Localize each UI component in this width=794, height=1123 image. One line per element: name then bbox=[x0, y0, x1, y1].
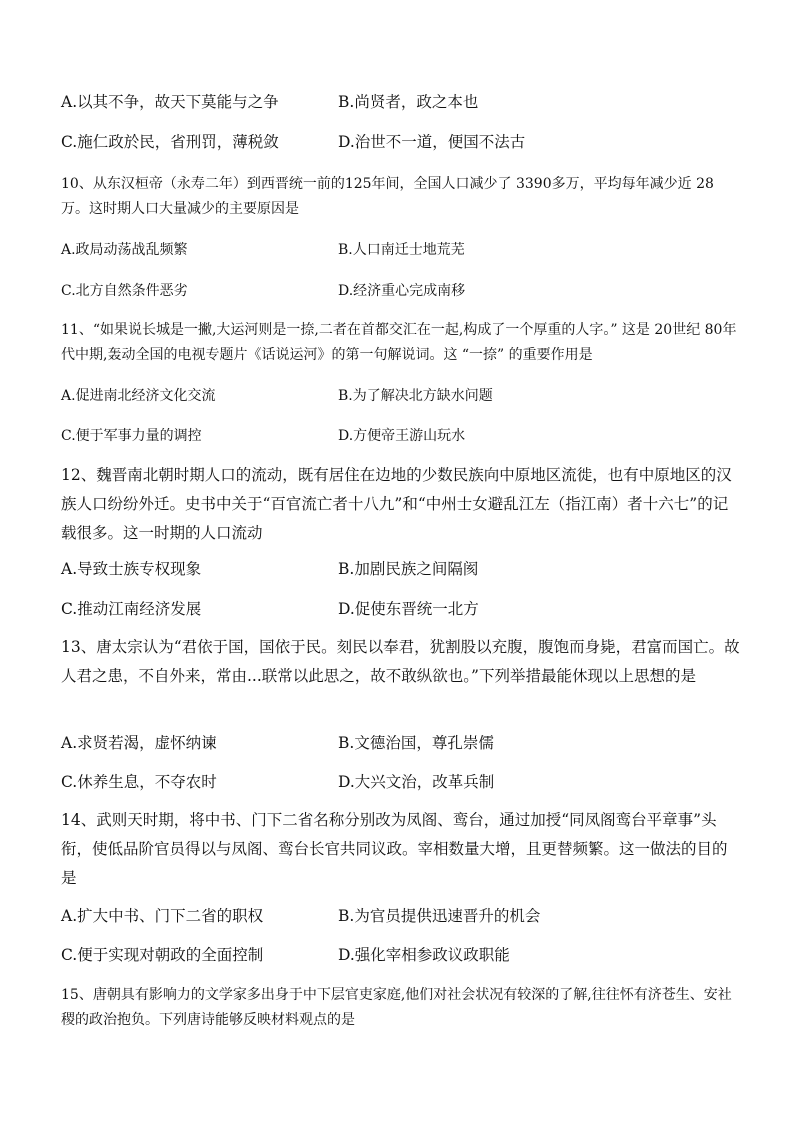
option-d[interactable]: D.治世不一道，便国不法古 bbox=[338, 133, 526, 151]
option-b[interactable]: B.尚贤者，政之本也 bbox=[338, 93, 479, 111]
option-b[interactable]: B.人口南迁士地荒芜 bbox=[338, 242, 465, 258]
option-row bbox=[61, 239, 741, 259]
question-14-stem: 14、武则天时期，将中书、门下二省名称分别改为凤阁、鸾台，通过加授“同凤阁鸾台平章事”头衔，使低品阶官员得以与凤阁、鸾台长官共同议政。宰相数量大增，且更替频繁。这一做法的目的是 bbox=[61, 811, 728, 887]
option-d[interactable]: D.促使东晋统一北方 bbox=[338, 600, 479, 618]
option-c[interactable]: C.推动江南经济发展 bbox=[61, 600, 202, 618]
option-d[interactable]: D.经济重心完成南移 bbox=[338, 283, 466, 299]
option-row bbox=[61, 904, 741, 926]
option-a[interactable]: A.促进南北经济文化交流 bbox=[61, 388, 216, 404]
question-15-stem: 15、唐朝具有影响力的文学家多出身于中下层官吏家庭,他们对社会状况有较深的了解,往往怀有济苍生、安社稷的政治抱负。下列唐诗能够反映材料观点的是 bbox=[61, 987, 732, 1028]
question-12-stem: 12、魏晋南北朝时期人口的流动，既有居住在边地的少数民族向中原地区流徙，也有中原地区的汉族人口纷纷外迁。史书中关于“百官流亡者十八九”和“中州士女避乱江左（指江南）者十六七”的记载很多。这一时期的人口流动 bbox=[61, 466, 732, 542]
option-row bbox=[61, 425, 741, 445]
option-b[interactable]: B.文德治国，尊孔崇儒 bbox=[338, 734, 494, 752]
question-10-stem: 10、从东汉桓帝（永寿二年）到西晋统一前的125年间，全国人口减少了 3390多万，平均每年减少近 28万。这时期人口大量减少的主要原因是 bbox=[61, 176, 714, 217]
option-d[interactable]: D.强化宰相参政议政职能 bbox=[338, 946, 510, 964]
question-13-stem: 13、唐太宗认为“君依于国，国依于民。刻民以奉君，犹割股以充腹，腹饱而身毙，君富而国亡。故人君之患，不自外来，常由...联常以此思之，故不敢纵欲也。”下列举措最能休现以上思想的是 bbox=[61, 638, 740, 685]
option-a[interactable]: A.以其不争，故天下莫能与之争 bbox=[61, 93, 279, 111]
option-row bbox=[61, 770, 741, 792]
option-b[interactable]: B.为了解决北方缺水问题 bbox=[338, 388, 493, 404]
option-a[interactable]: A.导致士族专权现象 bbox=[61, 560, 202, 578]
option-row bbox=[61, 130, 741, 152]
option-c[interactable]: C.北方自然条件恶劣 bbox=[61, 283, 188, 299]
option-a[interactable]: A.求贤若渴，虚怀纳谏 bbox=[61, 734, 217, 752]
option-d[interactable]: D.方便帝王游山玩水 bbox=[338, 428, 466, 444]
option-c[interactable]: C.便于实现对朝政的全面控制 bbox=[61, 946, 264, 964]
option-row bbox=[61, 557, 741, 579]
question-11-stem: 11、“如果说长城是一撇,大运河则是一捺,二者在首都交汇在一起,构成了一个厚重的人字。” 这是 20世纪 80年代中期,轰动全国的电视专题片《话说运河》的第一句解说词。这 “一捺” 的重要作用是 bbox=[61, 322, 737, 363]
option-row bbox=[61, 385, 741, 405]
option-row bbox=[61, 90, 741, 112]
option-d[interactable]: D.大兴文治，改革兵制 bbox=[338, 773, 495, 791]
option-c[interactable]: C.施仁政於民，省刑罚，薄税敛 bbox=[61, 133, 279, 151]
option-a[interactable]: A.扩大中书、门下二省的职权 bbox=[61, 907, 264, 925]
option-b[interactable]: B.为官员提供迅速晋升的机会 bbox=[338, 907, 541, 925]
option-b[interactable]: B.加剧民族之间隔阂 bbox=[338, 560, 479, 578]
option-row bbox=[61, 731, 741, 753]
option-c[interactable]: C.便于军事力量的调控 bbox=[61, 428, 202, 444]
option-a[interactable]: A.政局动荡战乱频繁 bbox=[61, 242, 188, 258]
option-row bbox=[61, 280, 741, 300]
option-c[interactable]: C.休养生息，不夺农时 bbox=[61, 773, 217, 791]
option-row bbox=[61, 597, 741, 619]
option-row bbox=[61, 943, 741, 965]
